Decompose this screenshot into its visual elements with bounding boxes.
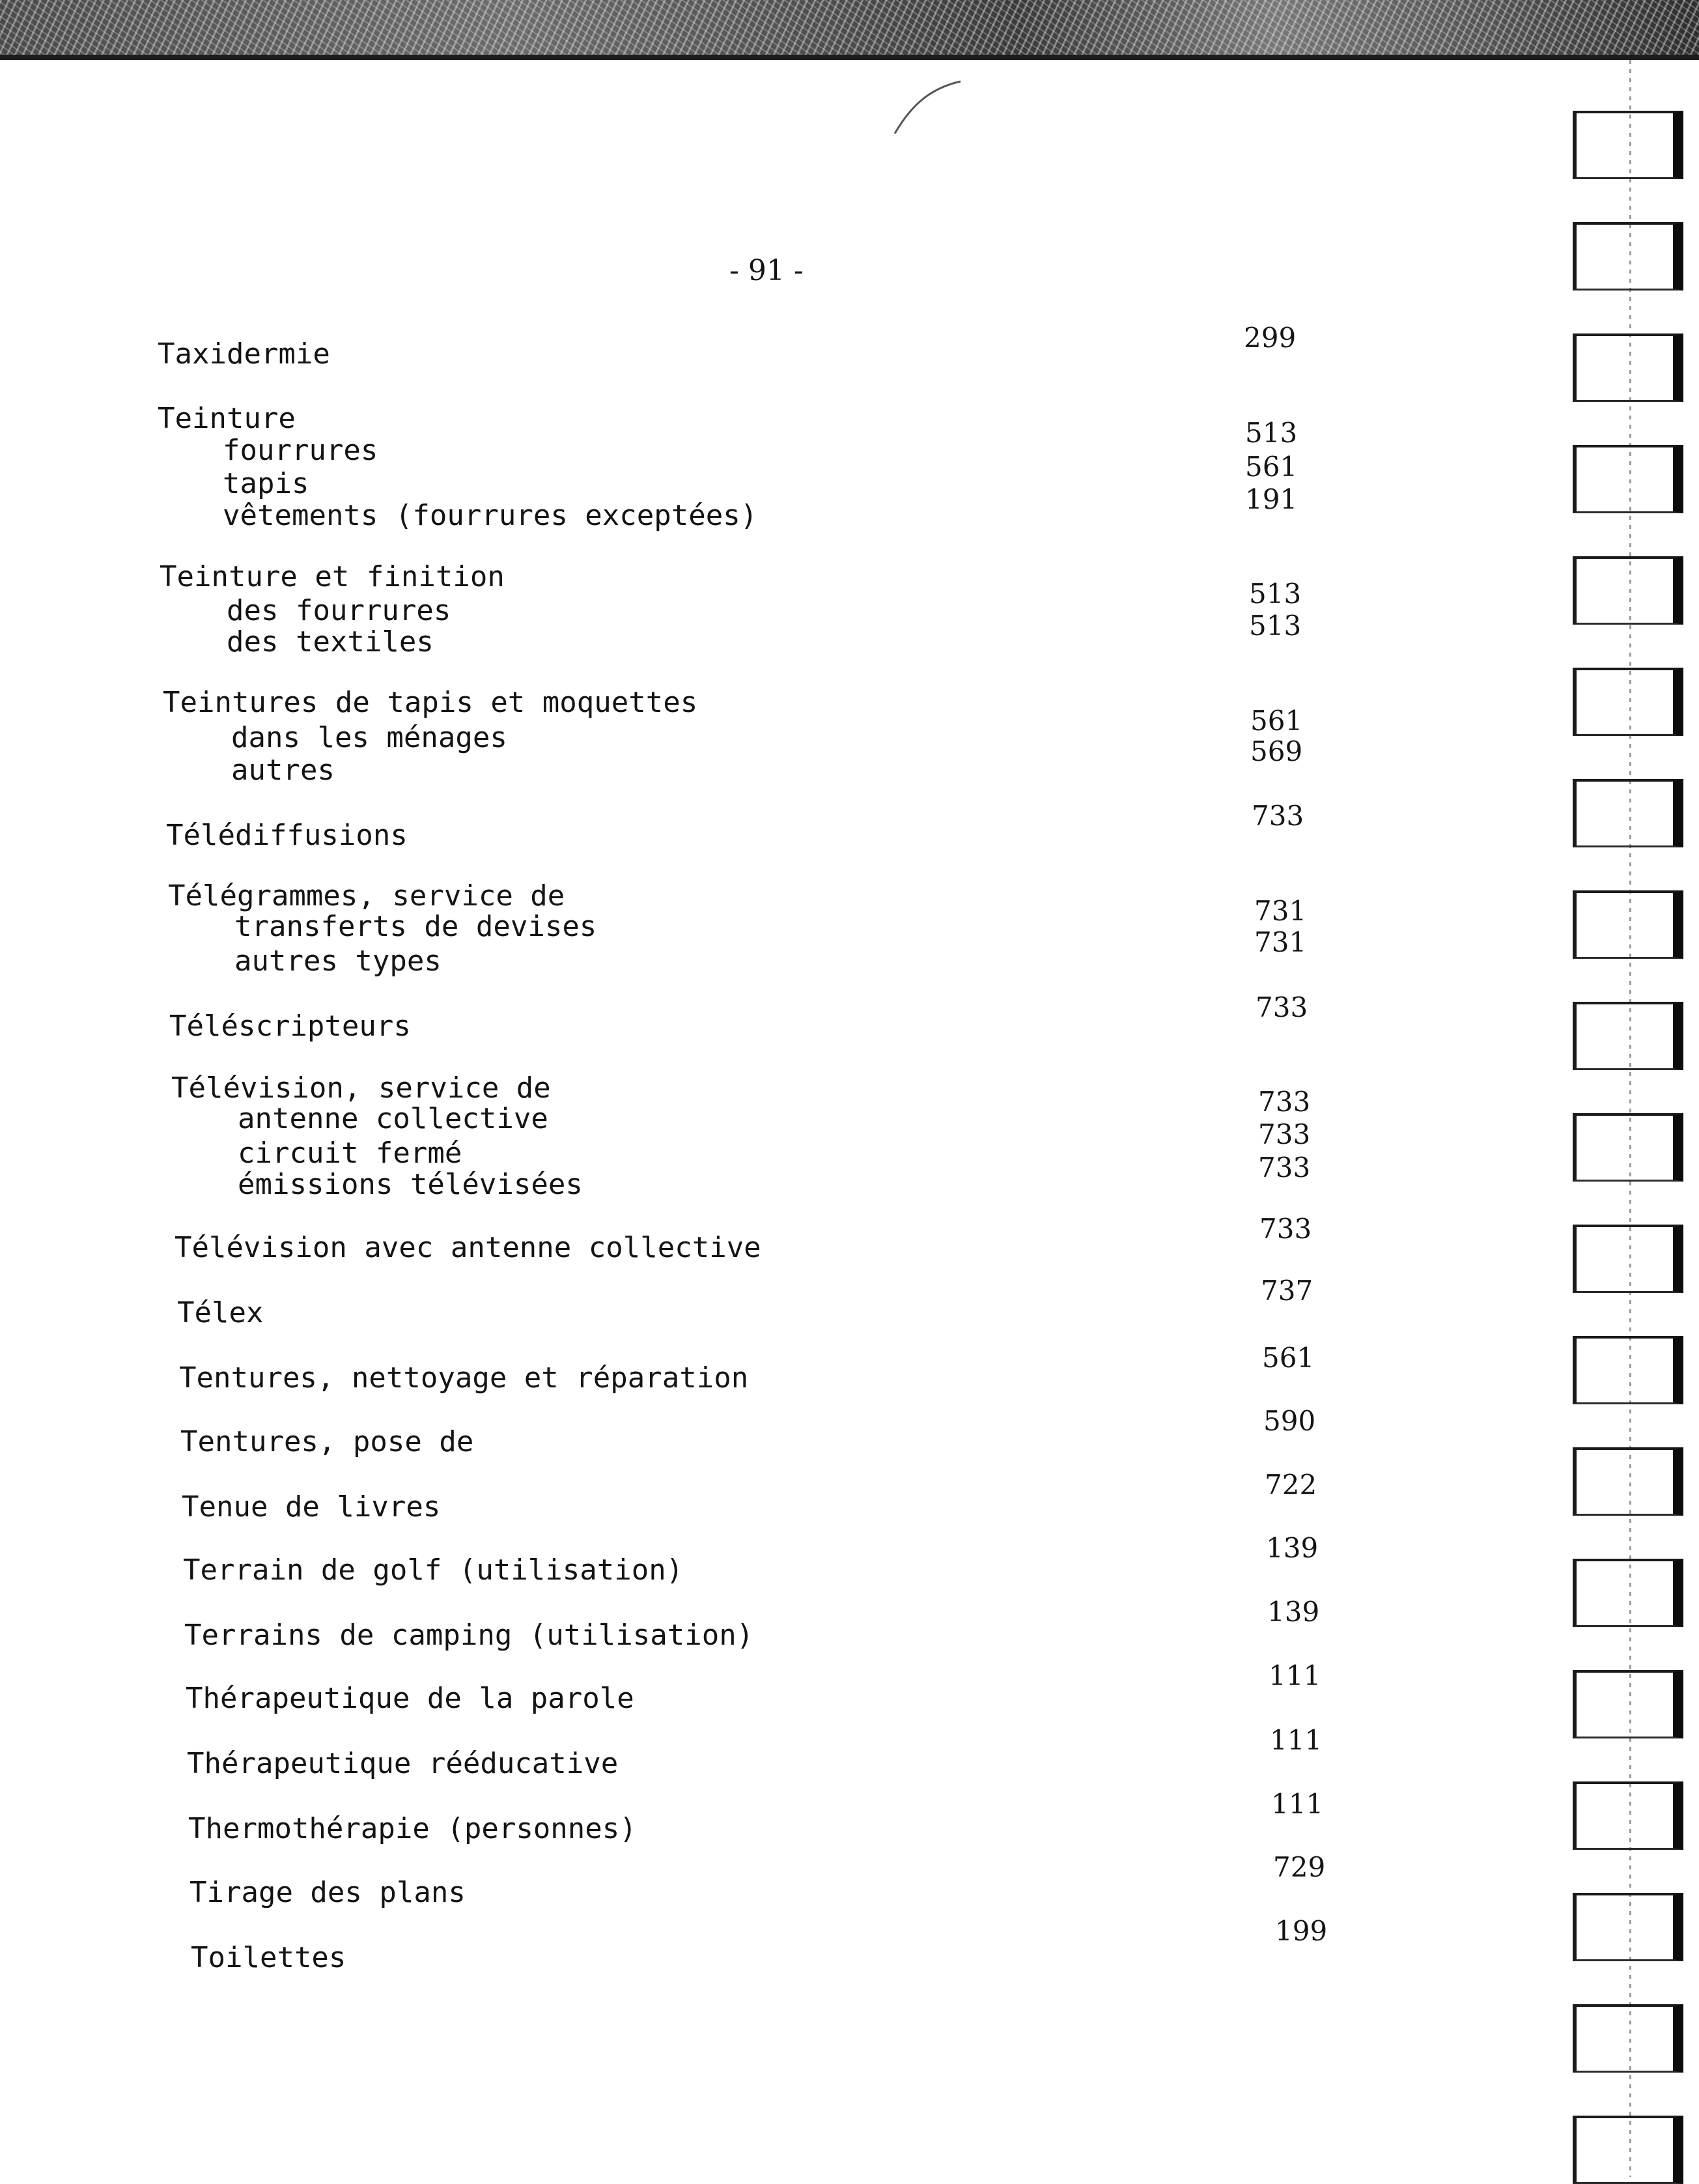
index-term: des fourrures bbox=[227, 594, 451, 627]
binding-ring bbox=[1573, 1670, 1683, 1738]
binding-ring bbox=[1573, 2116, 1683, 2184]
binding-ring bbox=[1573, 668, 1683, 736]
page-number: - 91 - bbox=[729, 254, 804, 287]
index-term: tapis bbox=[223, 467, 309, 500]
index-code: 139 bbox=[1266, 1532, 1319, 1564]
index-code: 569 bbox=[1250, 735, 1303, 767]
index-term: Taxidermie bbox=[158, 337, 330, 371]
binding-ring bbox=[1573, 111, 1683, 179]
index-term: Thérapeutique de la parole bbox=[186, 1682, 634, 1715]
index-term: vêtements (fourrures exceptées) bbox=[223, 499, 758, 532]
index-term: autres bbox=[231, 754, 335, 787]
index-code: 733 bbox=[1258, 1118, 1311, 1150]
index-code: 722 bbox=[1265, 1469, 1317, 1501]
binding-ring bbox=[1573, 222, 1683, 291]
index-term: émissions télévisées bbox=[238, 1168, 583, 1201]
index-term: transferts de devises bbox=[234, 910, 597, 943]
index-code: 733 bbox=[1258, 1152, 1311, 1184]
binding-ring bbox=[1573, 1559, 1683, 1627]
binding-ring bbox=[1573, 1002, 1683, 1070]
binding-ring bbox=[1573, 1781, 1683, 1850]
index-code: 513 bbox=[1249, 578, 1302, 610]
index-code: 590 bbox=[1263, 1405, 1316, 1437]
index-term: Teinture bbox=[158, 402, 296, 435]
index-code: 737 bbox=[1261, 1275, 1313, 1307]
spiral-binding bbox=[1560, 0, 1699, 2177]
index-term: des textiles bbox=[227, 625, 434, 659]
index-code: 561 bbox=[1262, 1342, 1315, 1374]
index-code: 111 bbox=[1270, 1724, 1323, 1756]
index-term: Terrain de golf (utilisation) bbox=[183, 1553, 684, 1587]
index-term: Teinture et finition bbox=[160, 560, 505, 593]
binding-ring bbox=[1573, 1447, 1683, 1516]
index-code: 199 bbox=[1275, 1915, 1328, 1947]
index-term: fourrures bbox=[223, 434, 378, 467]
index-code: 731 bbox=[1254, 895, 1307, 927]
index-code: 513 bbox=[1249, 610, 1302, 642]
index-code: 561 bbox=[1245, 451, 1298, 483]
binding-ring bbox=[1573, 2004, 1683, 2073]
binding-ring bbox=[1573, 1113, 1683, 1182]
index-term: Téléscripteurs bbox=[169, 1010, 411, 1043]
index-term: dans les ménages bbox=[231, 721, 507, 754]
index-code: 733 bbox=[1252, 800, 1304, 832]
index-code: 731 bbox=[1254, 926, 1307, 958]
index-term: Thermothérapie (personnes) bbox=[188, 1812, 637, 1845]
index-code: 733 bbox=[1258, 1086, 1311, 1118]
index-term: autres types bbox=[234, 944, 442, 978]
binding-ring bbox=[1573, 1893, 1683, 1961]
index-code: 111 bbox=[1269, 1660, 1321, 1692]
index-code: 139 bbox=[1267, 1596, 1320, 1628]
index-term: Thérapeutique rééducative bbox=[187, 1747, 619, 1780]
index-term: Télégrammes, service de bbox=[168, 879, 565, 913]
binding-ring bbox=[1573, 779, 1683, 847]
binding-ring bbox=[1573, 1225, 1683, 1293]
index-code: 561 bbox=[1250, 705, 1303, 737]
index-code: 111 bbox=[1271, 1788, 1324, 1820]
index-term: Teintures de tapis et moquettes bbox=[163, 686, 698, 719]
index-term: Tirage des plans bbox=[190, 1876, 466, 1909]
index-term: antenne collective bbox=[238, 1102, 548, 1135]
index-term: Télédiffusions bbox=[166, 819, 408, 852]
index-term: Tentures, nettoyage et réparation bbox=[179, 1361, 749, 1395]
binding-ring bbox=[1573, 333, 1683, 402]
index-term: Télex bbox=[177, 1296, 264, 1329]
index-term: Toilettes bbox=[191, 1941, 346, 1974]
binding-ring bbox=[1573, 445, 1683, 513]
binding-ring bbox=[1573, 1336, 1683, 1404]
binding-ring bbox=[1573, 556, 1683, 625]
index-code: 733 bbox=[1256, 991, 1308, 1023]
index-code: 729 bbox=[1273, 1851, 1326, 1883]
scan-header-band bbox=[0, 0, 1699, 60]
index-term: Tenue de livres bbox=[182, 1490, 441, 1524]
index-code: 513 bbox=[1245, 417, 1298, 449]
index-code: 191 bbox=[1245, 483, 1298, 515]
index-term: circuit fermé bbox=[238, 1137, 462, 1170]
pen-stroke-mark bbox=[892, 78, 964, 137]
index-term: Terrains de camping (utilisation) bbox=[184, 1619, 754, 1652]
index-code: 733 bbox=[1259, 1213, 1312, 1245]
index-term: Télévision, service de bbox=[171, 1071, 551, 1105]
index-term: Tentures, pose de bbox=[180, 1425, 474, 1458]
index-term: Télévision avec antenne collective bbox=[175, 1231, 761, 1264]
binding-ring bbox=[1573, 890, 1683, 959]
index-code: 299 bbox=[1244, 322, 1297, 354]
